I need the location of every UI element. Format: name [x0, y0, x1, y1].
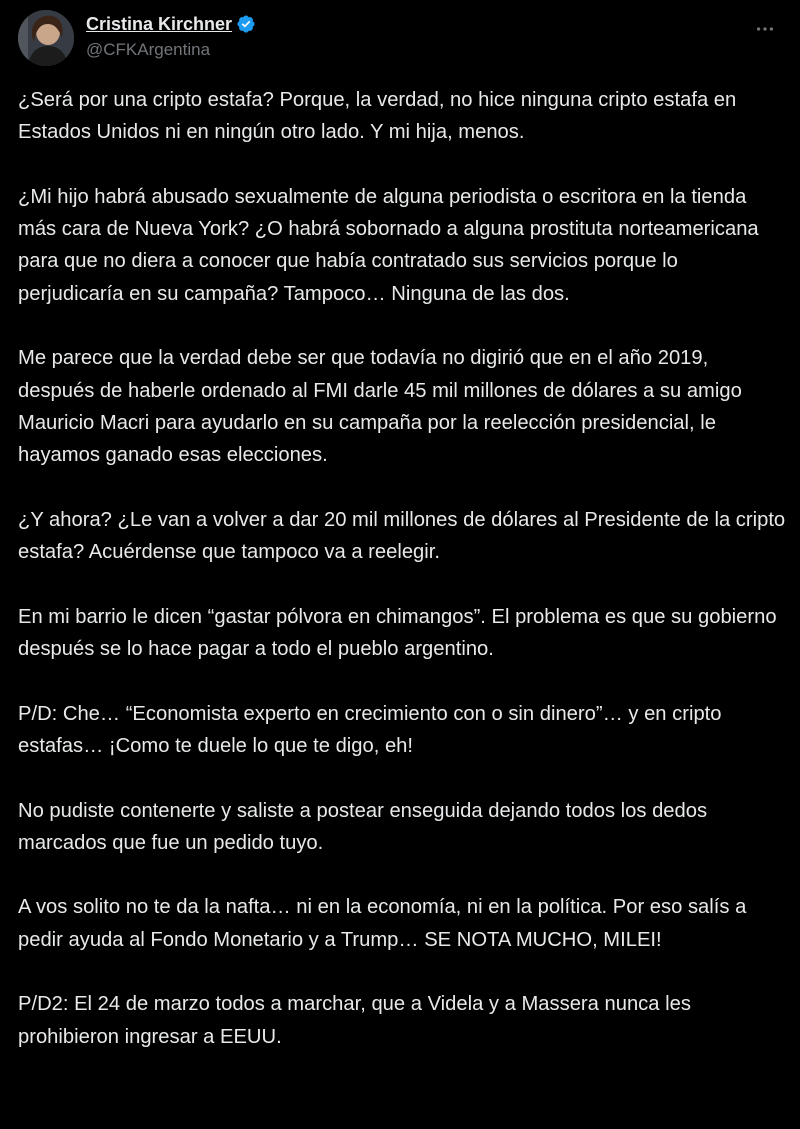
- author-handle[interactable]: @CFKArgentina: [86, 40, 211, 59]
- tweet-paragraph: En mi barrio le dicen “gastar pólvora en chimangos”. El problema es que su gobierno después se lo hace pagar a todo el pueblo argentino.: [18, 605, 777, 661]
- tweet-paragraph: P/D: Che… “Economista experto en crecimiento con o sin dinero”… y en cripto estafas… ¡Como te duele lo que te digo, eh!: [18, 702, 722, 757]
- tweet-paragraph: ¿Mi hijo habrá abusado sexualmente de alguna periodista o escritora en la tienda más cara de Nueva York? ¿O habrá sobornado a alguna prostituta norteamericana para que no diera a conocer que había contratado sus servicios porque lo perjudicaría en su campaña? Tampoco… Ninguna de las dos.: [18, 185, 759, 305]
- tweet-paragraph: P/D2: El 24 de marzo todos a marchar, que a Videla y a Massera nunca les prohibieron ingresar a EEUU.: [18, 993, 691, 1048]
- tweet-paragraph: ¿Y ahora? ¿Le van a volver a dar 20 mil millones de dólares al Presidente de la cripto estafa? Acuérdense que tampoco va a reelegir.: [18, 508, 786, 564]
- avatar-photo-icon: [18, 10, 74, 66]
- tweet-paragraph: No pudiste contenerte y saliste a postear enseguida dejando todos los dedos marcados que fue un pedido tuyo.: [18, 799, 708, 854]
- tweet-header: [18, 10, 782, 66]
- more-options-icon: [754, 18, 776, 40]
- tweet-paragraph: ¿Será por una cripto estafa? Porque, la verdad, no hice ninguna cripto estafa en Estados Unidos ni en ningún otro lado. Y mi hija, menos.: [18, 89, 737, 144]
- tweet-paragraph: A vos solito no te da la nafta… ni en la economía, ni en la política. Por eso salís a pedir ayuda al Fondo Monetario y a Trump… SE NOTA MUCHO, MILEI!: [18, 896, 747, 951]
- more-options-button[interactable]: [748, 14, 782, 44]
- verified-badge-icon[interactable]: [236, 14, 256, 34]
- tweet-text: [18, 84, 788, 1085]
- avatar[interactable]: [18, 10, 74, 66]
- author-info: [86, 12, 256, 60]
- author-display-name[interactable]: Cristina Kirchner: [86, 13, 233, 34]
- name-row: [86, 12, 256, 36]
- tweet-paragraph: Me parece que la verdad debe ser que todavía no digirió que en el año 2019, después de haberle ordenado al FMI darle 45 mil millones de dólares a su amigo Mauricio Macri para ayudarlo en su campaña por la reelección presidencial, le hayamos ganado esas elecciones.: [18, 347, 742, 467]
